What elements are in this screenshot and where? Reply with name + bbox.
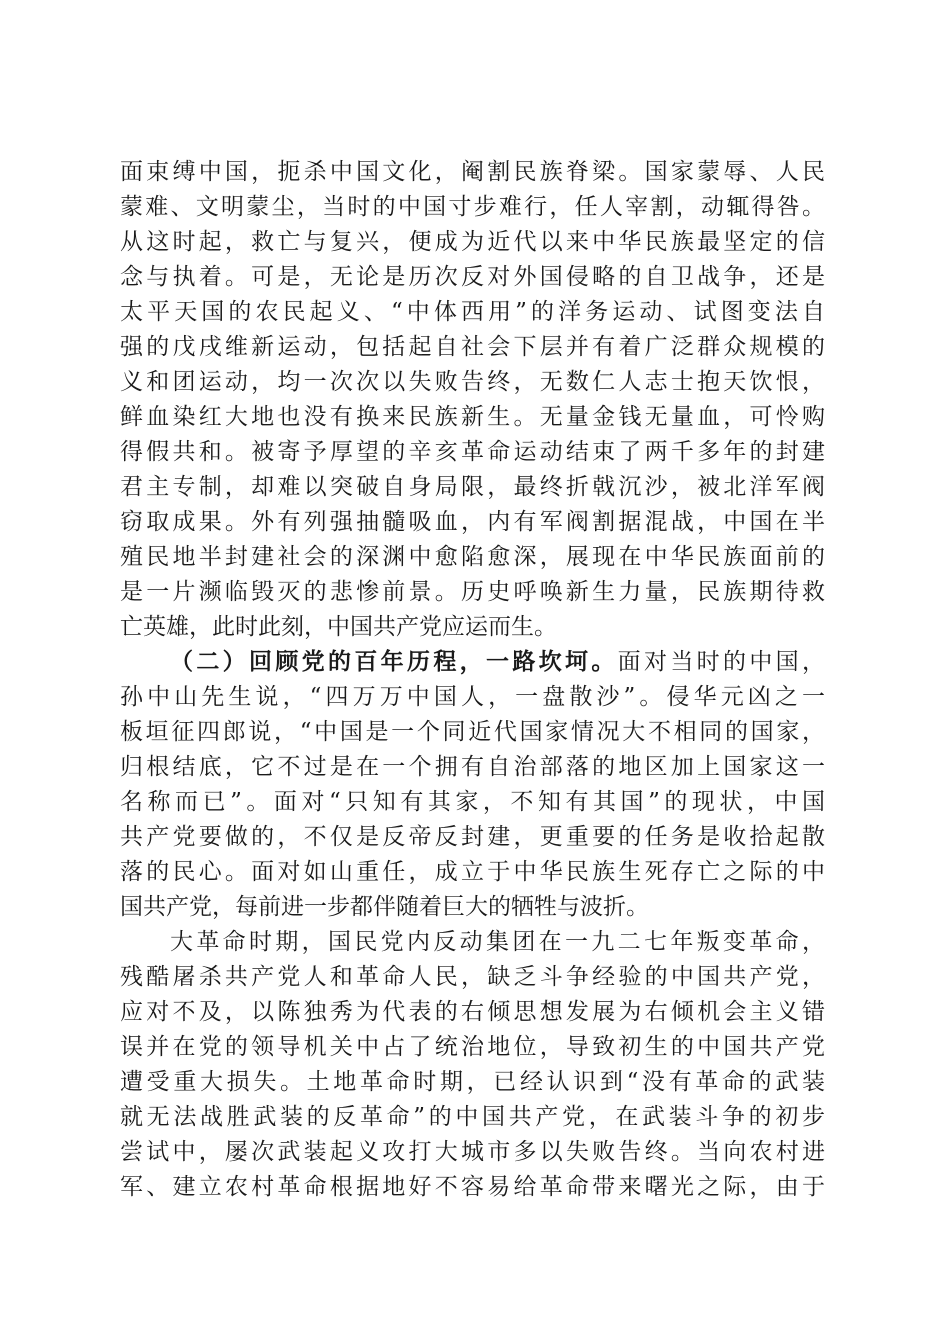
text-line: 共产党要做的，不仅是反帝反封建，更重要的任务是收拾起散 xyxy=(120,824,825,850)
text-line: 就无法战胜武装的反革命”的中国共产党，在武装斗争的初步 xyxy=(120,1104,825,1130)
text-line: 蒙难、文明蒙尘，当时的中国寸步难行，任人宰割，动辄得咎。 xyxy=(120,194,825,220)
text-line: 太平天国的农民起义、“中体西用”的洋务运动、试图变法自 xyxy=(120,299,825,325)
text-line: 孙中山先生说，“四万万中国人，一盘散沙”。侵华元凶之一 xyxy=(120,684,825,710)
text-line: 得假共和。被寄予厚望的辛亥革命运动结束了两千多年的封建 xyxy=(120,439,825,465)
text-line: 窃取成果。外有列强抽髓吸血，内有军阀割据混战，中国在半 xyxy=(120,509,825,535)
text-line: 从这时起，救亡与复兴，便成为近代以来中华民族最坚定的信 xyxy=(120,229,825,255)
text-line: 国共产党，每前进一步都伴随着巨大的牺牲与波折。 xyxy=(120,894,649,920)
text-line: 强的戊戌维新运动，包括起自社会下层并有着广泛群众规模的 xyxy=(120,334,825,360)
section-heading-line xyxy=(170,642,825,682)
text-line: 尝试中，屡次武装起义攻打大城市多以失败告终。当向农村进 xyxy=(120,1139,825,1165)
text-line: 军、建立农村革命根据地好不容易给革命带来曙光之际，由于 xyxy=(120,1174,825,1200)
text-line: 落的民心。面对如山重任，成立于中华民族生死存亡之际的中 xyxy=(120,859,825,885)
text-line: 应对不及，以陈独秀为代表的右倾思想发展为右倾机会主义错 xyxy=(120,999,825,1025)
text-line: 义和团运动，均一次次以失败告终，无数仁人志士抱天饮恨， xyxy=(120,369,825,395)
text-line: 鲜血染红大地也没有换来民族新生。无量金钱无量血，可怜购 xyxy=(120,404,825,430)
text-line: 殖民地半封建社会的深渊中愈陷愈深，展现在中华民族面前的 xyxy=(120,544,825,570)
section-heading: （二）回顾党的百年历程，一路坎坷。 xyxy=(170,648,618,675)
text-line: 板垣征四郎说，“中国是一个同近代国家情况大不相同的国家， xyxy=(120,719,825,745)
text-line: 误并在党的领导机关中占了统治地位，导致初生的中国共产党 xyxy=(120,1034,825,1060)
text-line: 亡英雄，此时此刻，中国共产党应运而生。 xyxy=(120,614,557,640)
text-line: 遭受重大损失。土地革命时期，已经认识到“没有革命的武装 xyxy=(120,1069,825,1095)
text-line: 念与执着。可是，无论是历次反对外国侵略的自卫战争，还是 xyxy=(120,264,825,290)
text-line: 是一片濒临毁灭的悲惨前景。历史呼唤新生力量，民族期待救 xyxy=(120,579,825,605)
text-run: 面对当时的中国， xyxy=(617,649,826,675)
text-line: 君主专制，却难以突破自身局限，最终折戟沉沙，被北洋军阀 xyxy=(120,474,825,500)
text-line: 面束缚中国，扼杀中国文化，阉割民族脊梁。国家蒙辱、人民 xyxy=(120,159,825,185)
text-line: 归根结底，它不过是在一个拥有自治部落的地区加上国家这一 xyxy=(120,754,825,780)
text-line: 大革命时期，国民党内反动集团在一九二七年叛变革命， xyxy=(170,929,825,955)
text-line: 残酷屠杀共产党人和革命人民，缺乏斗争经验的中国共产党， xyxy=(120,964,825,990)
text-line: 名称而已”。面对“只知有其家，不知有其国”的现状，中国 xyxy=(120,789,825,815)
